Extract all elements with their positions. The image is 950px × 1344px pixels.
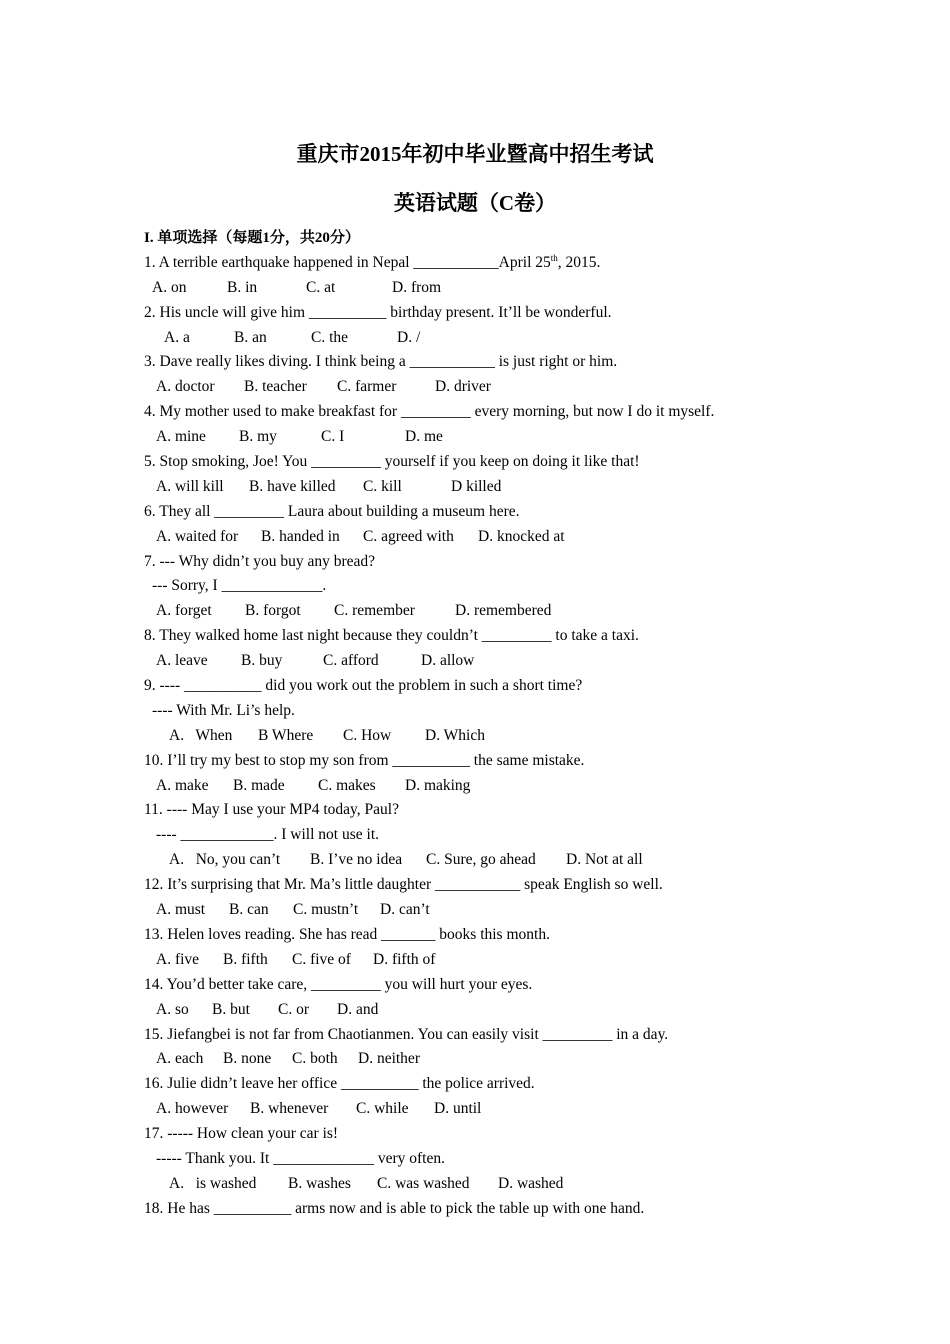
option-a: A. must: [156, 901, 206, 919]
option-b: B. handed in: [261, 527, 340, 545]
question-1-text-end: , 2015.: [557, 253, 601, 271]
question-10: 10. I’ll try my best to stop my son from __________ the same mistake.: [144, 751, 585, 769]
option-d: D. Which: [425, 726, 485, 744]
option-a: A. is washed: [169, 1174, 257, 1192]
option-b: B. buy: [241, 652, 283, 670]
option-a: A. mine: [156, 428, 206, 446]
option-a: A. will kill: [156, 477, 224, 495]
question-6-options: [144, 525, 844, 550]
option-a: A. so: [156, 1000, 189, 1018]
question-10-options: [144, 774, 844, 799]
option-c: C. or: [278, 1000, 309, 1018]
option-d: D killed: [451, 477, 502, 495]
option-d: D. /: [397, 328, 421, 346]
question-13: 13. Helen loves reading. She has read _______ books this month.: [144, 925, 550, 943]
option-c: C. five of: [292, 950, 351, 968]
option-a: A. When: [169, 726, 233, 744]
question-8-options: [144, 649, 844, 674]
exam-subtitle: 英语试题（C卷）: [393, 191, 557, 215]
option-c: C. afford: [323, 652, 379, 670]
question-17: 17. ----- How clean your car is!: [144, 1125, 339, 1143]
option-d: D. neither: [358, 1050, 420, 1068]
option-b: B. have killed: [249, 477, 336, 495]
question-7-options: [144, 599, 844, 624]
option-b: B. but: [212, 1000, 250, 1018]
question-9: 9. ---- __________ did you work out the problem in such a short time?: [144, 677, 583, 695]
option-c: C. Sure, go ahead: [426, 851, 536, 869]
option-d: D. from: [392, 278, 442, 296]
option-d: D. me: [405, 428, 443, 446]
option-c: C. makes: [318, 776, 376, 794]
option-a: A. make: [156, 776, 209, 794]
option-b: B. washes: [288, 1174, 351, 1192]
question-list: [144, 226, 844, 1222]
question-4: 4. My mother used to make breakfast for _________ every morning, but now I do it myself.: [144, 403, 715, 421]
option-c: C. while: [356, 1100, 409, 1118]
option-b: B. in: [227, 278, 258, 296]
option-a: A. No, you can’t: [169, 851, 281, 869]
option-d: D. until: [434, 1100, 482, 1118]
question-9-options: [144, 724, 844, 749]
option-a: A. leave: [156, 652, 208, 670]
question-8: 8. They walked home last night because they couldn’t _________ to take a taxi.: [144, 627, 639, 645]
question-14: 14. You’d better take care, _________ you will hurt your eyes.: [144, 975, 533, 993]
option-a: A. a: [164, 328, 190, 346]
question-14-options: [144, 998, 844, 1023]
option-b: B. made: [233, 776, 285, 794]
question-11-answer: ---- ____________. I will not use it.: [156, 826, 380, 844]
question-9-answer: ---- With Mr. Li’s help.: [152, 701, 295, 719]
question-7: 7. --- Why didn’t you buy any bread?: [144, 552, 376, 570]
option-c: C. mustn’t: [293, 901, 359, 919]
option-d: D. fifth of: [373, 950, 436, 968]
option-b: B. can: [229, 901, 269, 919]
question-18: 18. He has __________ arms now and is able to pick the table up with one hand.: [144, 1199, 645, 1217]
option-c: C. agreed with: [363, 527, 454, 545]
question-16: 16. Julie didn’t leave her office __________ the police arrived.: [144, 1075, 535, 1093]
option-d: D. driver: [435, 378, 491, 396]
question-6: 6. They all _________ Laura about building a museum here.: [144, 502, 520, 520]
option-b: B. none: [223, 1050, 272, 1068]
option-a: A. five: [156, 950, 200, 968]
option-d: D. can’t: [380, 901, 430, 919]
option-d: D. knocked at: [478, 527, 565, 545]
option-c: C. remember: [334, 602, 415, 620]
question-4-options: [144, 425, 844, 450]
option-a: A. forget: [156, 602, 212, 620]
option-b: B Where: [258, 726, 314, 744]
option-c: C. How: [343, 726, 392, 744]
exam-title: 重庆市2015年初中毕业暨高中招生考试: [296, 142, 654, 166]
question-1-options: [144, 276, 844, 301]
question-1-text: 1. A terrible earthquake happened in Nepal ___________April 25: [144, 253, 551, 271]
option-d: D. Not at all: [566, 851, 643, 869]
option-a: A. on: [152, 278, 187, 296]
section-heading: I. 单项选择（每题1分，共20分）: [144, 230, 360, 246]
question-11: 11. ---- May I use your MP4 today, Paul?: [144, 801, 399, 819]
option-a: A. waited for: [156, 527, 239, 545]
option-d: D. allow: [421, 652, 475, 670]
question-15: 15. Jiefangbei is not far from Chaotianmen. You can easily visit _________ in a day.: [144, 1025, 669, 1043]
superscript-th: th: [550, 252, 558, 263]
option-b: B. whenever: [250, 1100, 329, 1118]
question-12: 12. It’s surprising that Mr. Ma’s little daughter ___________ speak English so well.: [144, 876, 663, 894]
option-b: B. my: [239, 428, 277, 446]
question-11-options: [144, 848, 844, 873]
option-c: C. was washed: [377, 1174, 470, 1192]
question-13-options: [144, 948, 844, 973]
option-b: B. I’ve no idea: [310, 851, 403, 869]
option-b: B. teacher: [244, 378, 307, 396]
option-c: C. farmer: [337, 378, 397, 396]
option-a: A. doctor: [156, 378, 215, 396]
question-12-options: [144, 898, 844, 923]
question-3-options: [144, 375, 844, 400]
question-5-options: [144, 475, 844, 500]
option-d: D. remembered: [455, 602, 552, 620]
option-c: C. kill: [363, 477, 402, 495]
option-c: C. the: [311, 328, 349, 346]
question-2-options: [144, 326, 844, 351]
question-1: [144, 251, 844, 276]
option-b: B. fifth: [223, 950, 268, 968]
question-7-answer: --- Sorry, I _____________.: [152, 577, 327, 595]
option-a: A. however: [156, 1100, 229, 1118]
option-b: B. forgot: [245, 602, 301, 620]
option-d: D. and: [337, 1000, 379, 1018]
question-17-answer: ----- Thank you. It _____________ very often.: [156, 1149, 445, 1167]
option-c: C. I: [321, 428, 345, 446]
question-3: 3. Dave really likes diving. I think being a ___________ is just right or him.: [144, 353, 618, 371]
option-d: D. making: [405, 776, 471, 794]
question-5: 5. Stop smoking, Joe! You _________ yourself if you keep on doing it like that!: [144, 453, 640, 471]
question-15-options: [144, 1047, 844, 1072]
option-b: B. an: [234, 328, 267, 346]
question-17-options: [144, 1172, 844, 1197]
option-d: D. washed: [498, 1174, 564, 1192]
question-2: 2. His uncle will give him __________ birthday present. It’ll be wonderful.: [144, 303, 612, 321]
question-16-options: [144, 1097, 844, 1122]
option-c: C. at: [306, 278, 336, 296]
option-a: A. each: [156, 1050, 204, 1068]
option-c: C. both: [292, 1050, 338, 1068]
